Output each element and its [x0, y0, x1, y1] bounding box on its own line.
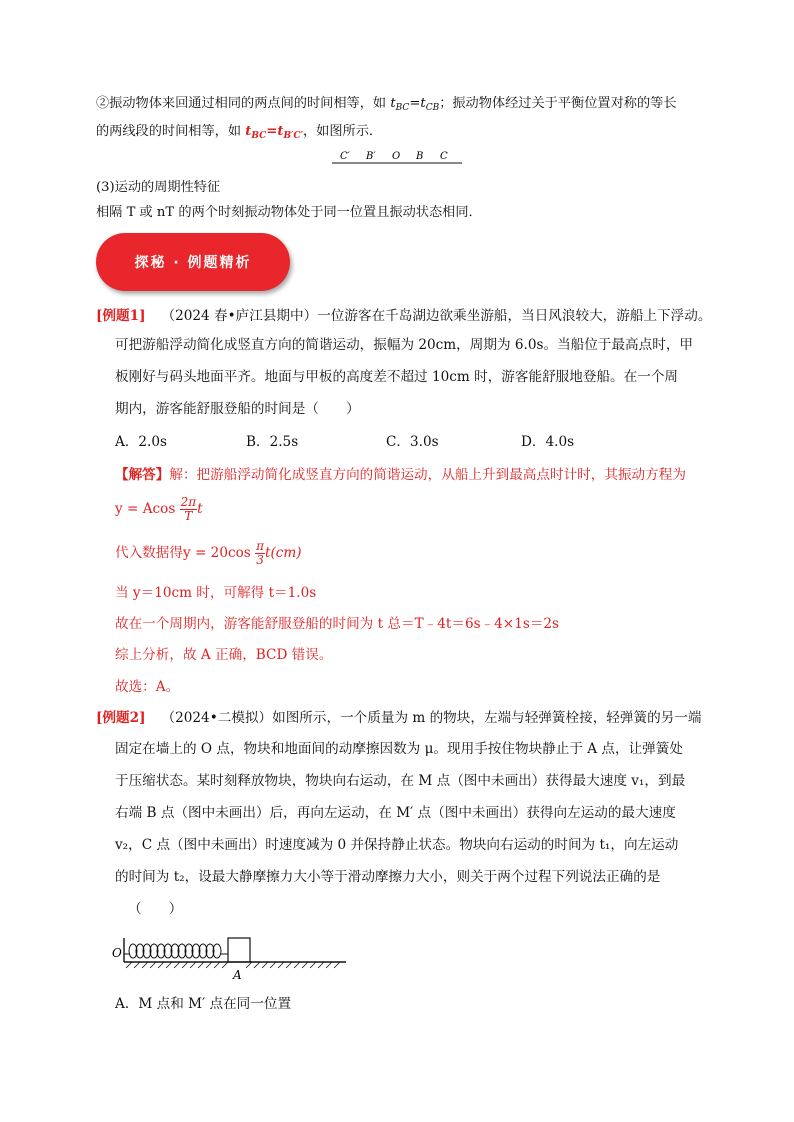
- ex1-option-c: C．3.0s: [386, 434, 439, 450]
- label-b: B: [416, 151, 424, 162]
- block: [228, 938, 250, 962]
- answer-equation-2: 代入数据得y = 20cos $\frac{\pi}{3}$ t(cm): [115, 539, 302, 567]
- ex1-option-b: B．2.5s: [246, 434, 299, 450]
- ex2-line-4: 右端 B 点（图中未画出）后，再向左运动，在 M′ 点（图中未画出）获得向左运动的最大速度: [115, 805, 676, 821]
- ex2-tag: [例题2]: [96, 710, 146, 726]
- ex1-tag: [例题1]: [96, 308, 146, 324]
- label-c: C: [440, 151, 448, 162]
- section-banner: [96, 233, 290, 291]
- ex1-line-4: 期内，游客能舒服登船的时间是（ ）: [115, 401, 360, 417]
- section-heading: (3)运动的周期性特征: [96, 180, 221, 195]
- ex2-line-2: 固定在墙上的 O 点，物块和地面间的动摩擦因数为 μ。现用手按住物块静止于 A 点，让弹簧处: [115, 741, 683, 757]
- ex1-line-3: 板刚好与码头地面平齐。地面与甲板的高度差不超过 10cm 时，游客能舒服地登船。在一个周: [115, 369, 679, 385]
- ex2-line-6: 的时间为 t₂，设最大静摩擦力大小等于滑动摩擦力大小，则关于两个过程下列说法正确的是: [115, 869, 661, 885]
- ex2-line-3: 于压缩状态。某时刻释放物块，物块向右运动，在 M 点（图中未画出）获得最大速度 v₁，到最: [115, 773, 686, 789]
- answer-line-1: 【解答】解：把游船浮动简化成竖直方向的简谐运动，从船上升到最高点时计时，其振动方程为: [115, 467, 686, 483]
- spring: [124, 944, 228, 958]
- label-a-point: A: [233, 968, 242, 982]
- answer-line-7: 故选：A。: [115, 679, 180, 695]
- ex2-option-a: A．M 点和 M′ 点在同一位置: [115, 996, 292, 1012]
- label-c-prime: C′: [340, 151, 350, 162]
- ex2-line-7: （ ）: [128, 901, 183, 917]
- section-text: 相隔 T 或 nT 的两个时刻振动物体处于同一位置且振动状态相同．: [96, 205, 482, 220]
- line-symmetry-2: 的两线段的时间相等，如 $t_{BC}=t_{B'C'}$，如图所示．: [96, 124, 383, 141]
- ex1-line-1: [例题1] （2024 春•庐江县期中）一位游客在千岛湖边欲乘坐游船，当日风浪较大，游船上下浮动。: [96, 308, 712, 324]
- line-symmetry-1: ②振动物体来回通过相同的两点间的时间相等，如 $t_{BC}=t_{CB}$；振动物体经过关于平衡位置对称的等长: [96, 96, 677, 113]
- ex2-line-1: [例题2] （2024•二模拟）如图所示，一个质量为 m 的物块，左端与轻弹簧栓接，轻弹簧的另一端: [96, 710, 702, 726]
- answer-line-4: 当 y＝10cm 时，可解得 t＝1.0s: [115, 585, 317, 601]
- answer-head: 【解答】: [115, 467, 170, 483]
- spring-block-figure: [110, 932, 350, 982]
- label-o-point: O: [112, 946, 122, 960]
- ex1-line-2: 可把游船浮动简化成竖直方向的简谐运动，振幅为 20cm，周期为 6.0s。当船位于最高点时，甲: [115, 337, 694, 353]
- symmetry-line-figure: [330, 145, 465, 169]
- banner-label: 探秘 · 例题精析: [134, 255, 252, 271]
- ex2-line-5: v₂，C 点（图中未画出）时速度减为 0 并保持静止状态。物块向右运动的时间为 t₁，向左运动: [115, 837, 679, 853]
- answer-equation-1: y = Acos $\frac{2\pi}{T}$ t: [115, 495, 203, 523]
- label-o: O: [392, 151, 401, 162]
- label-b-prime: B′: [366, 151, 376, 162]
- ex1-option-d: D．4.0s: [521, 434, 575, 450]
- answer-line-6: 综上分析，故 A 正确，BCD 错误。: [115, 647, 333, 663]
- ex1-option-a: A．2.0s: [115, 434, 168, 450]
- answer-line-5: 故在一个周期内，游客能舒服登船的时间为 t 总＝T﹣4t＝6s﹣4×1s＝2s: [115, 616, 560, 632]
